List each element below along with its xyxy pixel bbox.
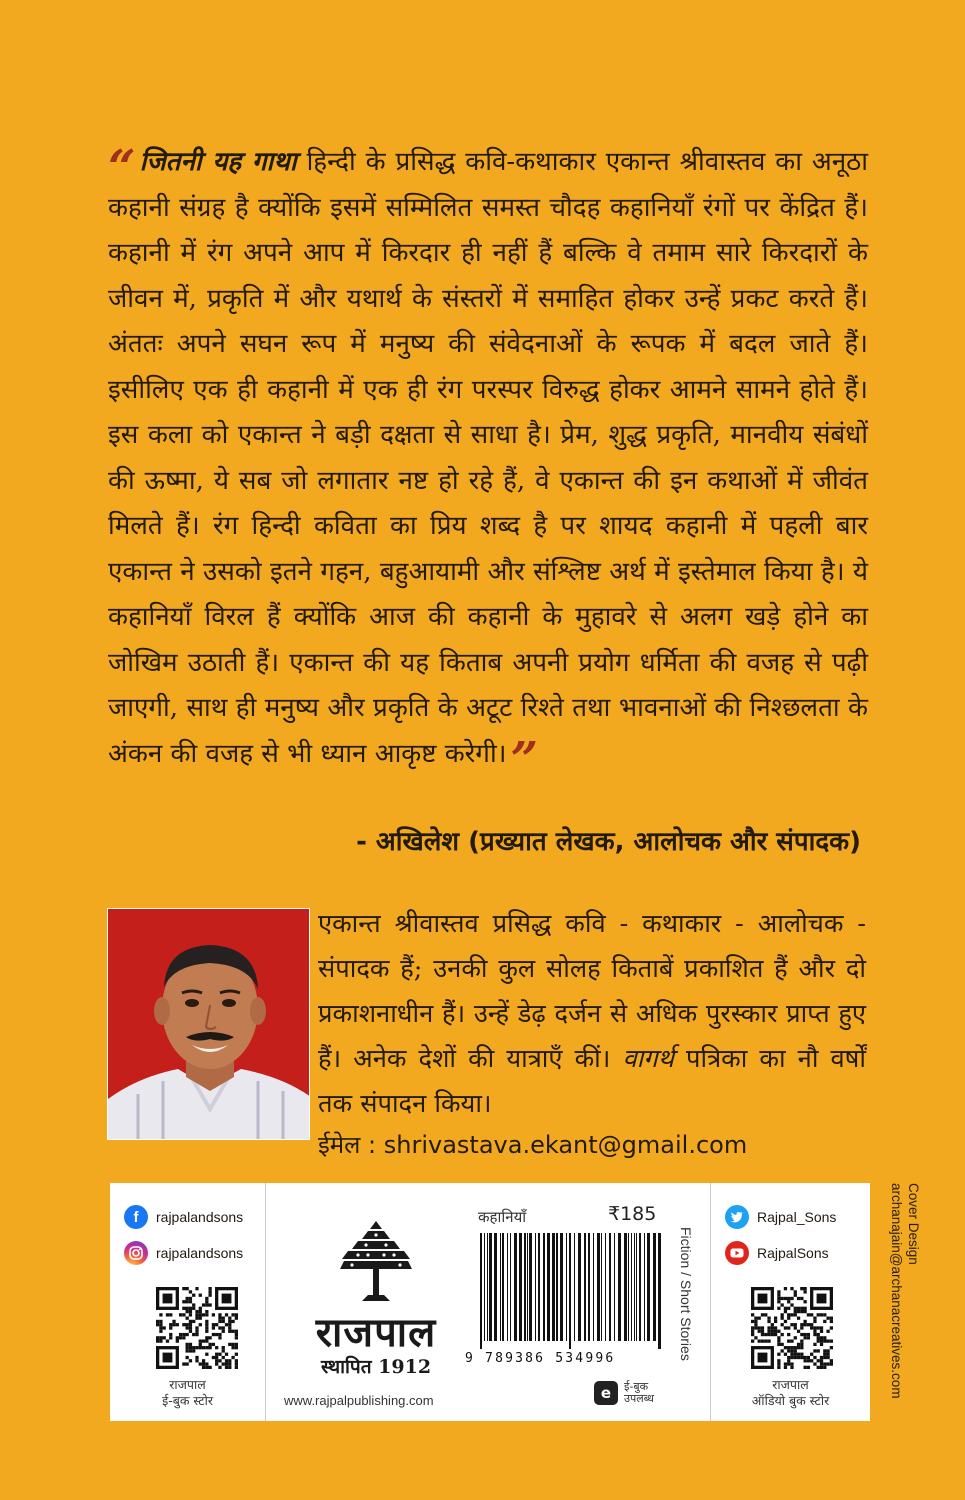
publisher-website[interactable]: www.rajpalpublishing.com xyxy=(284,1393,434,1408)
instagram-handle: rajpalandsons xyxy=(156,1245,244,1261)
open-quote-icon: “ xyxy=(108,140,136,196)
magazine-name: वागर्थ xyxy=(622,1044,674,1074)
email-address[interactable]: shrivastava.ekant@gmail.com xyxy=(383,1131,748,1159)
publisher-center-panel xyxy=(266,1183,710,1421)
qr-caption-line: राजपाल xyxy=(772,1377,809,1392)
instagram-icon xyxy=(124,1241,148,1265)
established-year: स्थापित 1912 xyxy=(320,1356,432,1378)
youtube-handle: RajpalSons xyxy=(757,1245,829,1261)
publisher-logo: राजपाल xyxy=(315,1310,437,1356)
blurb-paragraph xyxy=(108,140,868,788)
twitter-handle: Rajpal_Sons xyxy=(757,1209,837,1225)
book-title: जितनी यह गाथा xyxy=(139,147,297,177)
qr-caption-line: ई-बुक स्टोर xyxy=(162,1393,213,1408)
book-category: Fiction / Short Stories xyxy=(678,1227,694,1361)
isbn-barcode xyxy=(478,1233,664,1349)
facebook-handle: rajpalandsons xyxy=(156,1209,244,1225)
close-quote-icon: ” xyxy=(510,731,539,788)
instagram-row[interactable] xyxy=(124,1241,243,1265)
facebook-icon: f xyxy=(124,1205,148,1229)
ebook-available-text xyxy=(624,1381,654,1405)
author-bio xyxy=(318,902,866,1127)
bio-text: एकान्त श्रीवास्तव प्रसिद्ध कवि - कथाकार - आलोचक - संपादक हैं; उनकी कुल सोलह किताबें प्रकाशित हैं और दो प्रकाशनाधीन हैं। उन्हें डेढ़ दर्जन से अधिक पुरस्कार प्राप्त हुए हैं। अनेक देशों की यात्राएँ कीं। xyxy=(318,909,866,1074)
ebook-icon: e xyxy=(594,1381,618,1405)
isbn-number: 9 789386 534996 xyxy=(465,1351,616,1366)
ebook-store-qr-code[interactable] xyxy=(156,1287,238,1369)
facebook-row[interactable] xyxy=(124,1205,243,1229)
credit-email: archanajain@archanacreatives.com xyxy=(889,1183,904,1399)
twitter-icon xyxy=(725,1205,749,1229)
blurb-attribution: - अखिलेश (प्रख्यात लेखक, आलोचक और संपादक) xyxy=(356,827,861,857)
credit-label: Cover Design xyxy=(906,1183,921,1265)
audiobook-store-qr-code[interactable] xyxy=(751,1287,833,1369)
publisher-social-panel-right xyxy=(710,1183,870,1421)
ebook-text-line: ई-बुक xyxy=(624,1380,649,1393)
author-portrait-image xyxy=(108,909,310,1140)
youtube-icon xyxy=(725,1241,749,1265)
cover-design-credit xyxy=(888,1183,922,1399)
email-label: ईमेल : xyxy=(318,1131,377,1159)
youtube-row[interactable] xyxy=(725,1241,829,1265)
twitter-row[interactable] xyxy=(725,1205,836,1229)
blurb-text: हिन्दी के प्रसिद्ध कवि-कथाकार एकान्त श्रीवास्तव का अनूठा कहानी संग्रह है क्योंकि इसमें सम्मिलित समस्त चौदह कहानियाँ रंगों पर केंद्रित हैं। कहानी में रंग अपने आप में किरदार ही नहीं हैं बल्कि वे तमाम सारे किरदारों के जीवन में, प्रकृति में और यथार्थ के संस्तरों में समाहित होकर उन्हें प्रकट करते हैं। अंततः अपने सघन रूप में मनुष्य की संवेदनाओं के रूपक में बदल जाते हैं। इसीलिए एक ही कहानी में एक ही रंग परस्पर विरुद्ध होकर आमने सामने होते हैं। इस कला को एकान्त ने बड़ी दक्षता से साधा है। प्रेम, शुद्ध प्रकृति, मानवीय संबंधों की ऊष्मा, ये सब जो लगातार नष्ट हो रहे हैं, वे एकान्त की इन कथाओं में जीवंत मिलते हैं। रंग हिन्दी कविता का प्रिय शब्द है पर शायद कहानी में पहली बार एकान्त ने उसको इतने गहन, बहुआयामी और संश्लिष्ट अर्थ में इस्तेमाल किया है। ये कहानियाँ विरल हैं क्योंकि आज की कहानी के मुहावरे से अलग खड़े होने का जोखिम उठाती हैं। एकान्त की यह किताब अपनी प्रयोग धर्मिता की वजह से पढ़ी जाएगी, साथ ही मनुष्य और प्रकृति के अटूट रिश्ते तथा भावनाओं की निश्छलता के अंकन की वजह से भी ध्यान आकृष्ट करेगी। xyxy=(108,147,868,769)
tree-logo-icon xyxy=(338,1219,414,1303)
genre-label: कहानियाँ xyxy=(478,1208,527,1226)
qr-caption-line: राजपाल xyxy=(169,1377,206,1392)
ebook-available-badge xyxy=(594,1381,654,1405)
bio-text-end: पत्रिका का नौ वर्षों तक संपादन किया। xyxy=(318,1044,867,1119)
publisher-social-panel-left xyxy=(110,1183,266,1421)
ebook-text-line: उपलब्ध xyxy=(624,1392,654,1405)
author-photo xyxy=(107,908,310,1140)
ebook-store-caption xyxy=(110,1377,265,1409)
price: ₹185 xyxy=(608,1203,657,1225)
qr-caption-line: ऑडियो बुक स्टोर xyxy=(751,1393,830,1408)
author-email-line xyxy=(318,1128,747,1161)
audiobook-store-caption xyxy=(711,1377,870,1409)
